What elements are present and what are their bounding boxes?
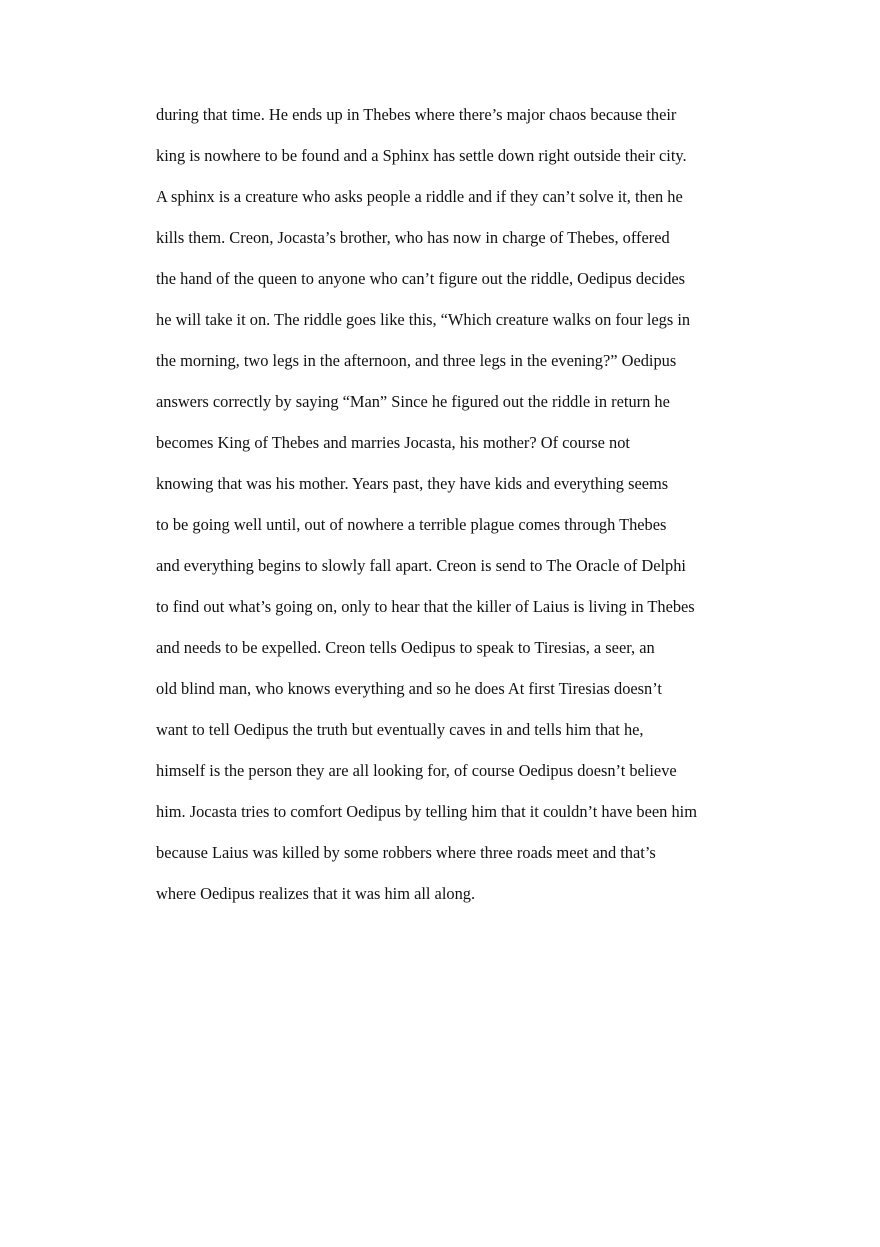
text-line: and everything begins to slowly fall apart. Creon is send to The Oracle of Delphi — [156, 556, 686, 575]
essay-paragraph — [156, 102, 756, 922]
text-line: to find out what’s going on, only to hear that the killer of Laius is living in Thebes — [156, 597, 695, 616]
text-line: during that time. He ends up in Thebes where there’s major chaos because their — [156, 105, 677, 124]
text-line: himself is the person they are all looking for, of course Oedipus doesn’t believe — [156, 761, 677, 780]
text-line: and needs to be expelled. Creon tells Oedipus to speak to Tiresias, a seer, an — [156, 638, 655, 657]
text-line: where Oedipus realizes that it was him all along. — [156, 884, 476, 903]
text-line: to be going well until, out of nowhere a terrible plague comes through Thebes — [156, 515, 667, 534]
text-line: becomes King of Thebes and marries Jocasta, his mother? Of course not — [156, 433, 630, 452]
text-line: answers correctly by saying “Man” Since he figured out the riddle in return he — [156, 392, 670, 411]
text-line: old blind man, who knows everything and so he does At first Tiresias doesn’t — [156, 679, 662, 698]
text-line: A sphinx is a creature who asks people a riddle and if they can’t solve it, then he — [156, 187, 683, 206]
text-line: because Laius was killed by some robbers where three roads meet and that’s — [156, 843, 656, 862]
text-line: knowing that was his mother. Years past, they have kids and everything seems — [156, 474, 669, 493]
text-line: kills them. Creon, Jocasta’s brother, who has now in charge of Thebes, offered — [156, 228, 670, 247]
text-line: king is nowhere to be found and a Sphinx has settle down right outside their city. — [156, 146, 687, 165]
text-line: the morning, two legs in the afternoon, and three legs in the evening?” Oedipus — [156, 351, 677, 370]
text-line: him. Jocasta tries to comfort Oedipus by telling him that it couldn’t have been him — [156, 802, 697, 821]
text-line: he will take it on. The riddle goes like this, “Which creature walks on four legs in — [156, 310, 691, 329]
text-line: the hand of the queen to anyone who can’t figure out the riddle, Oedipus decides — [156, 269, 686, 288]
text-line: want to tell Oedipus the truth but eventually caves in and tells him that he, — [156, 720, 644, 739]
